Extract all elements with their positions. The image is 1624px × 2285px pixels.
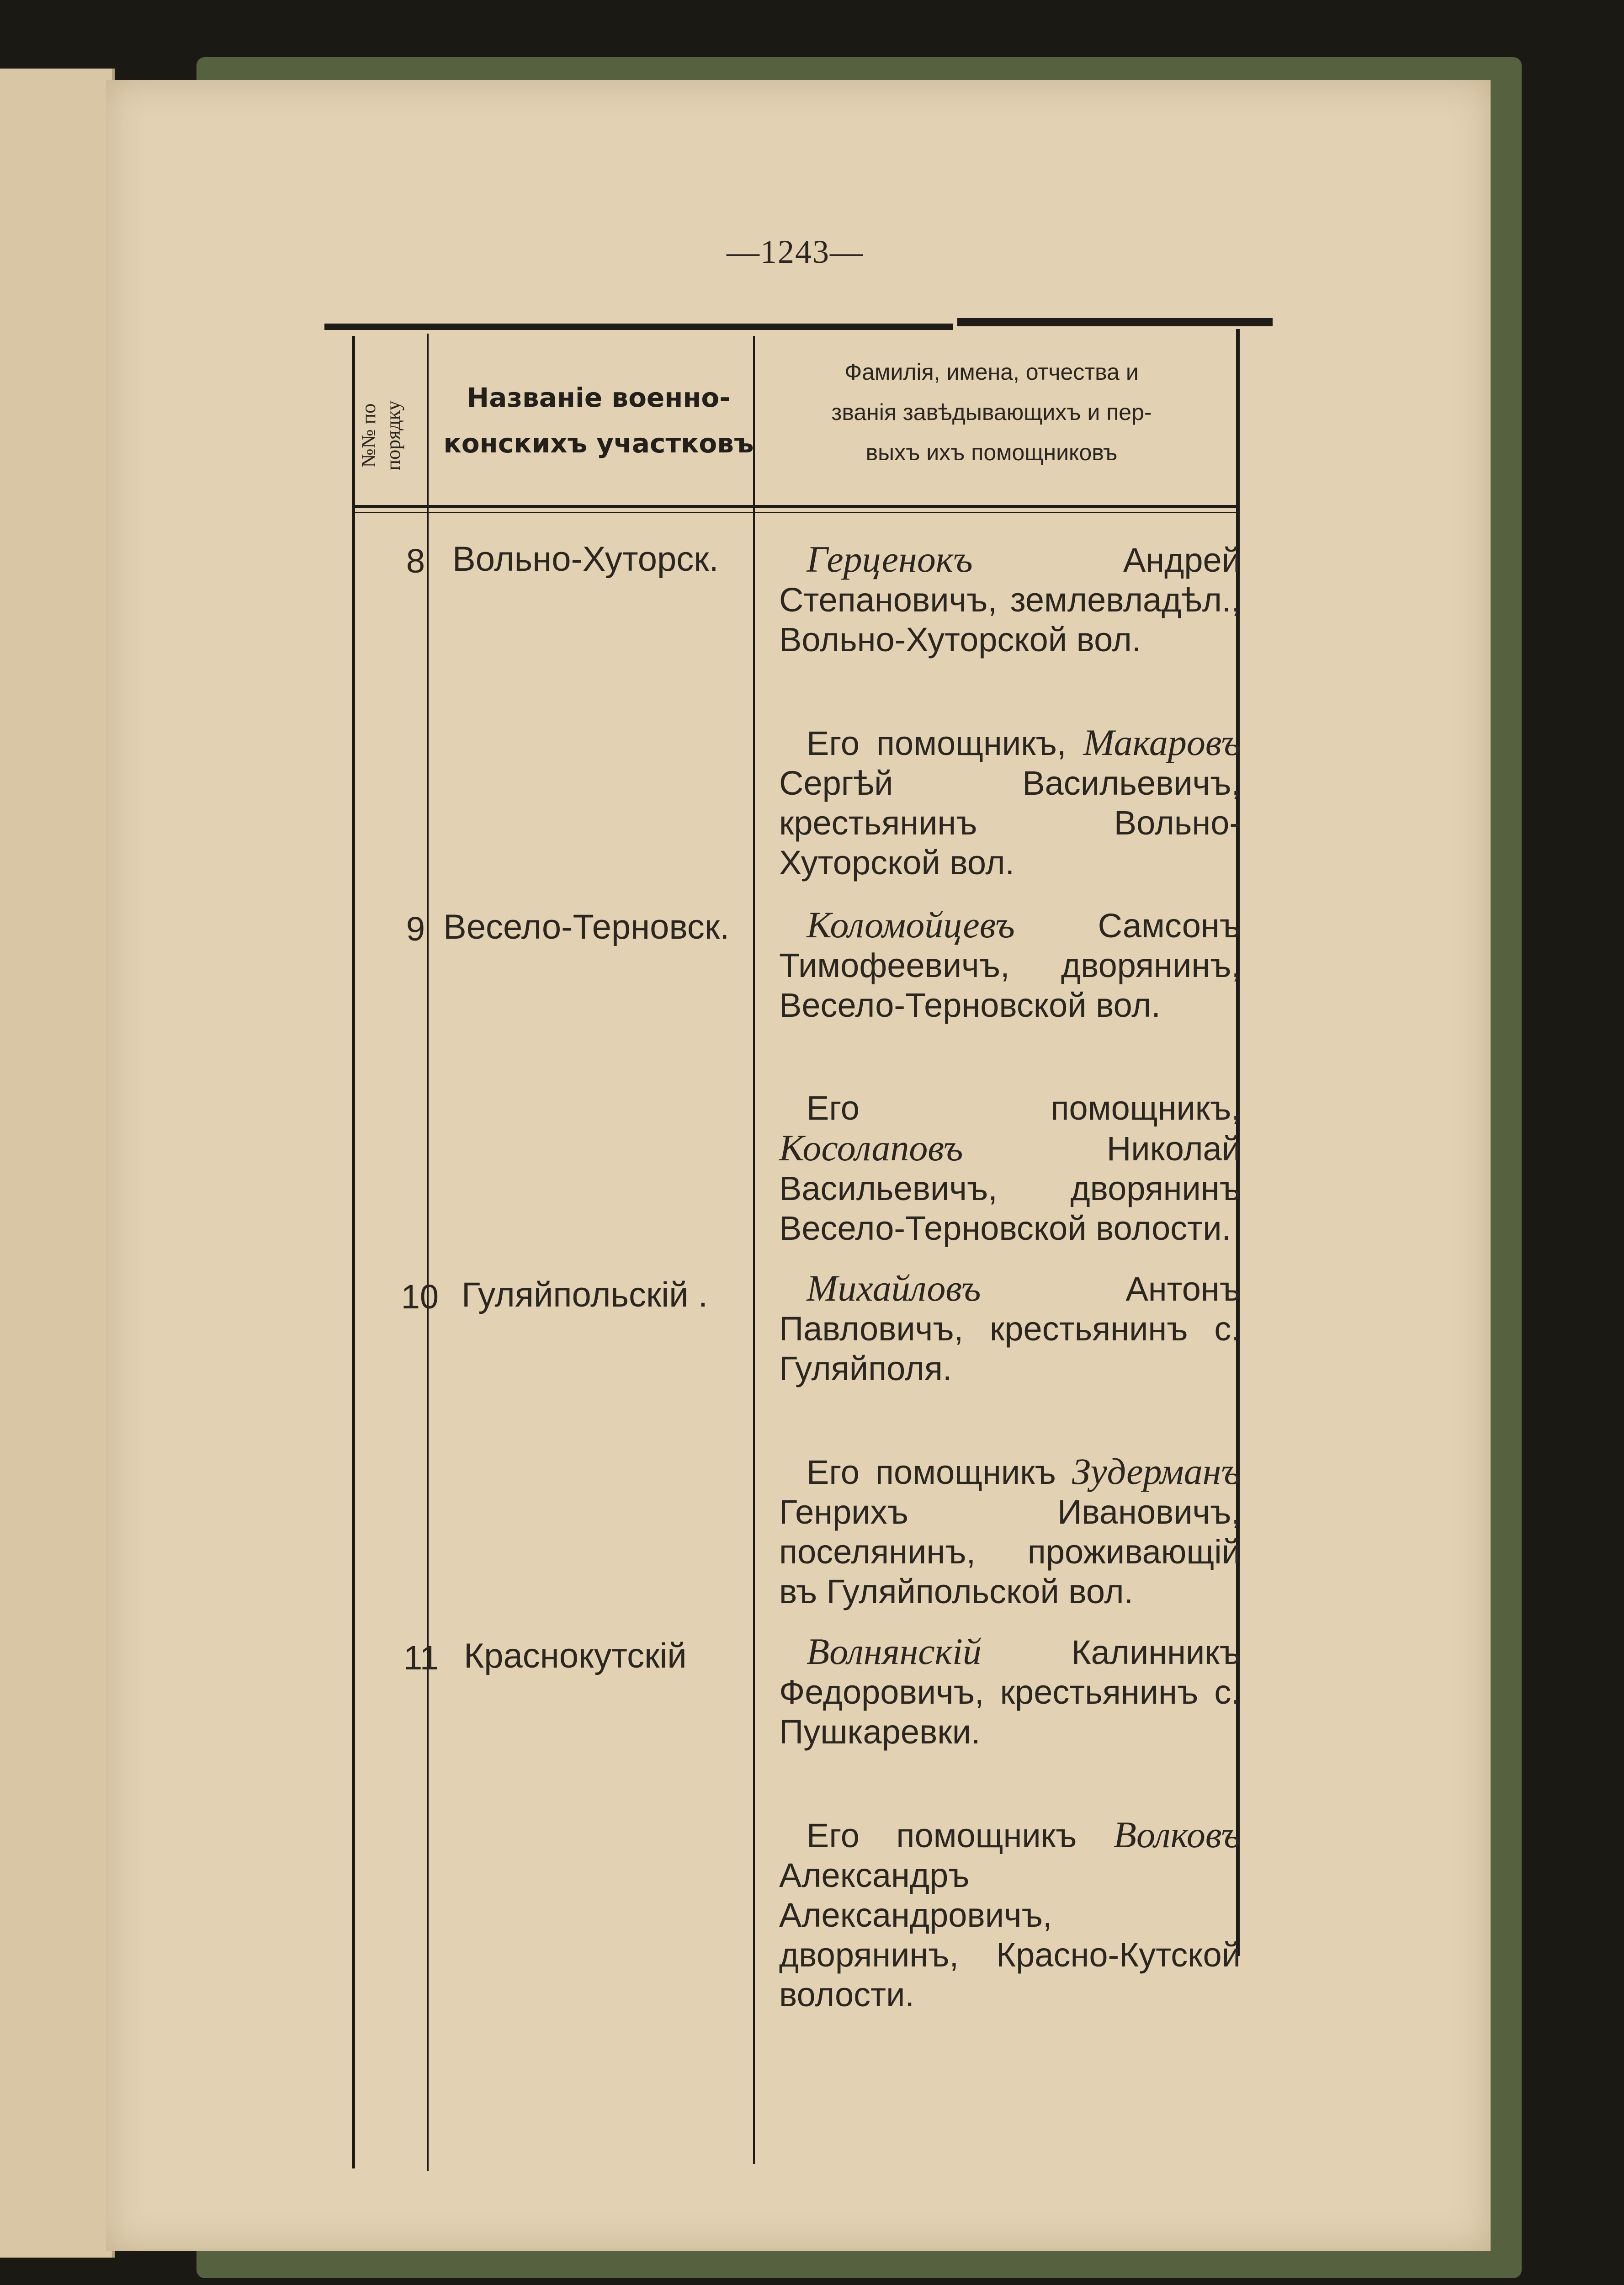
row-number: 11 xyxy=(403,1639,439,1677)
assistant-prefix: Его помощникъ xyxy=(807,1453,1056,1491)
table-top-rule-right xyxy=(957,318,1273,326)
assistant-surname: Зудерманъ xyxy=(1072,1451,1241,1492)
header-district-column xyxy=(439,375,759,466)
header-district-line: конскихъ участковъ xyxy=(443,428,754,459)
header-district-line: Названіе военно- xyxy=(467,382,731,413)
head-entry xyxy=(779,1631,1241,1752)
head-surname: Михайловъ xyxy=(807,1267,981,1309)
assistant-details: Александръ Александровичъ, дворянинъ, Красно-Кутской волости. xyxy=(779,1856,1241,2014)
head-details: Антонъ Павловичъ, крестьянинъ с. Гуляйполя. xyxy=(779,1270,1241,1387)
district-name: Гуляйпольскій . xyxy=(462,1275,708,1314)
assistant-details: Генрихъ Ивановичъ, поселянинъ, проживающій въ Гуляйпольской вол. xyxy=(779,1493,1241,1610)
person-entry xyxy=(779,1268,1241,1611)
head-surname: Коломойцевъ xyxy=(807,904,1015,946)
left-page-edge xyxy=(0,69,115,2258)
assistant-entry xyxy=(779,1815,1241,2014)
row-number: 10 xyxy=(401,1278,439,1316)
row-number: 9 xyxy=(406,910,425,948)
head-surname: Герценокъ xyxy=(807,538,973,580)
head-entry xyxy=(779,905,1241,1025)
assistant-surname: Макаровъ xyxy=(1083,722,1241,763)
head-surname: Волнянскій xyxy=(807,1631,982,1672)
header-number-column xyxy=(352,369,410,502)
person-entry xyxy=(779,905,1241,1248)
header-bottom-rule xyxy=(352,505,1238,508)
header-number-label: №№ по порядку xyxy=(357,400,404,471)
person-entry xyxy=(779,1631,1241,2014)
head-entry xyxy=(779,1268,1241,1388)
assistant-details: Николай Васильевичъ, дворянинъ Весело-Терновской волости. xyxy=(779,1130,1241,1247)
head-details: Андрей Степановичъ, землевладѣл., Вольно-Хуторской вол. xyxy=(779,541,1241,659)
assistant-prefix: Его помощникъ xyxy=(807,1817,1077,1855)
table-left-border xyxy=(352,336,355,2168)
header-bottom-rule-thin xyxy=(352,512,1238,513)
assistant-entry xyxy=(779,723,1241,882)
head-details: Самсонъ Тимофеевичъ, дворянинъ, Весело-Терновской вол. xyxy=(779,907,1241,1024)
column-divider-2 xyxy=(753,336,755,2164)
person-entry xyxy=(779,539,1241,882)
assistant-prefix: Его помощникъ, xyxy=(807,724,1067,762)
page-number: —1243— xyxy=(727,234,864,270)
district-name: Краснокутскій xyxy=(464,1637,687,1675)
assistant-surname: Волковъ xyxy=(1113,1814,1241,1855)
header-persons-line: выхъ ихъ помощниковъ xyxy=(865,440,1118,465)
assistant-details: Сергѣй Васильевичъ, крестьянинъ Вольно-Хуторской вол. xyxy=(779,764,1241,882)
column-divider-1 xyxy=(427,334,429,2171)
assistant-surname: Косолаповъ xyxy=(779,1127,963,1169)
assistant-entry xyxy=(779,1088,1241,1248)
assistant-entry xyxy=(779,1451,1241,1611)
header-persons-column xyxy=(772,352,1211,473)
head-details: Калинникъ Федоровичъ, крестьянинъ с. Пушкаревки. xyxy=(779,1633,1241,1751)
header-persons-line: званія завѣдывающихъ и пер- xyxy=(831,399,1152,425)
assistant-prefix: Его помощникъ, xyxy=(807,1089,1241,1127)
district-name: Весело-Терновск. xyxy=(443,908,730,946)
header-persons-line: Фамилія, имена, отчества и xyxy=(844,359,1139,385)
head-entry xyxy=(779,539,1241,659)
row-number: 8 xyxy=(406,542,425,580)
table-top-rule-left xyxy=(324,324,953,330)
district-name: Вольно-Хуторск. xyxy=(452,540,719,579)
